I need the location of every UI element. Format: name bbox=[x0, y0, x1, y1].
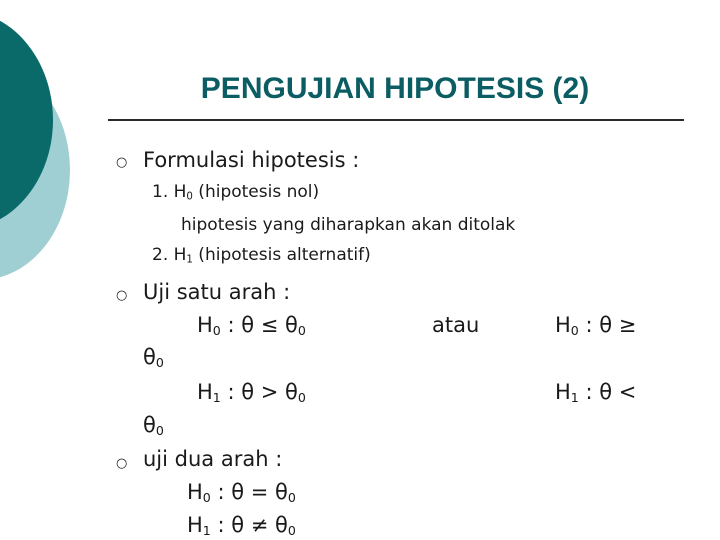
sub-item-h0-description: hipotesis yang diharapkan akan ditolak bbox=[181, 215, 516, 235]
bullet-icon: ○ bbox=[116, 288, 128, 303]
h0-eq-formula: $H_0$ : $\theta = \theta_0$ bbox=[187, 480, 296, 506]
h1-lt-formula: $H_1$ : θ < bbox=[555, 380, 637, 406]
uji-satu-arah-heading: Uji satu arah : bbox=[143, 280, 291, 304]
page-title: PENGUJIAN HIPOTESIS (2) bbox=[200, 72, 590, 105]
sub-item-h1: 2. $H_1$ (hipotesis alternatif) bbox=[152, 245, 371, 266]
uji-dua-arah-heading: uji dua arah : bbox=[143, 447, 283, 471]
atau-label: atau bbox=[432, 313, 480, 337]
h1-ne-formula: $H_1$ : $\theta \ne \theta_0$ bbox=[187, 513, 296, 539]
sub-item-h0: 1. $H_0$ (hipotesis nol) bbox=[152, 182, 320, 203]
theta0-wrap: $\theta_0$ bbox=[143, 413, 164, 439]
title-divider bbox=[108, 119, 684, 121]
theta0-wrap: $\theta_0$ bbox=[143, 345, 164, 371]
bullet-icon: ○ bbox=[116, 456, 128, 471]
h0-le-formula: $H_0$ : $\theta \le \theta_0$ bbox=[197, 313, 306, 339]
formulasi-heading: Formulasi hipotesis : bbox=[143, 148, 360, 172]
bullet-icon: ○ bbox=[116, 155, 128, 170]
decorative-circles bbox=[0, 0, 120, 300]
h1-gt-formula: $H_1$ : $\theta > \theta_0$ bbox=[197, 380, 306, 406]
h0-ge-formula: $H_0$ : θ ≥ bbox=[555, 313, 637, 339]
